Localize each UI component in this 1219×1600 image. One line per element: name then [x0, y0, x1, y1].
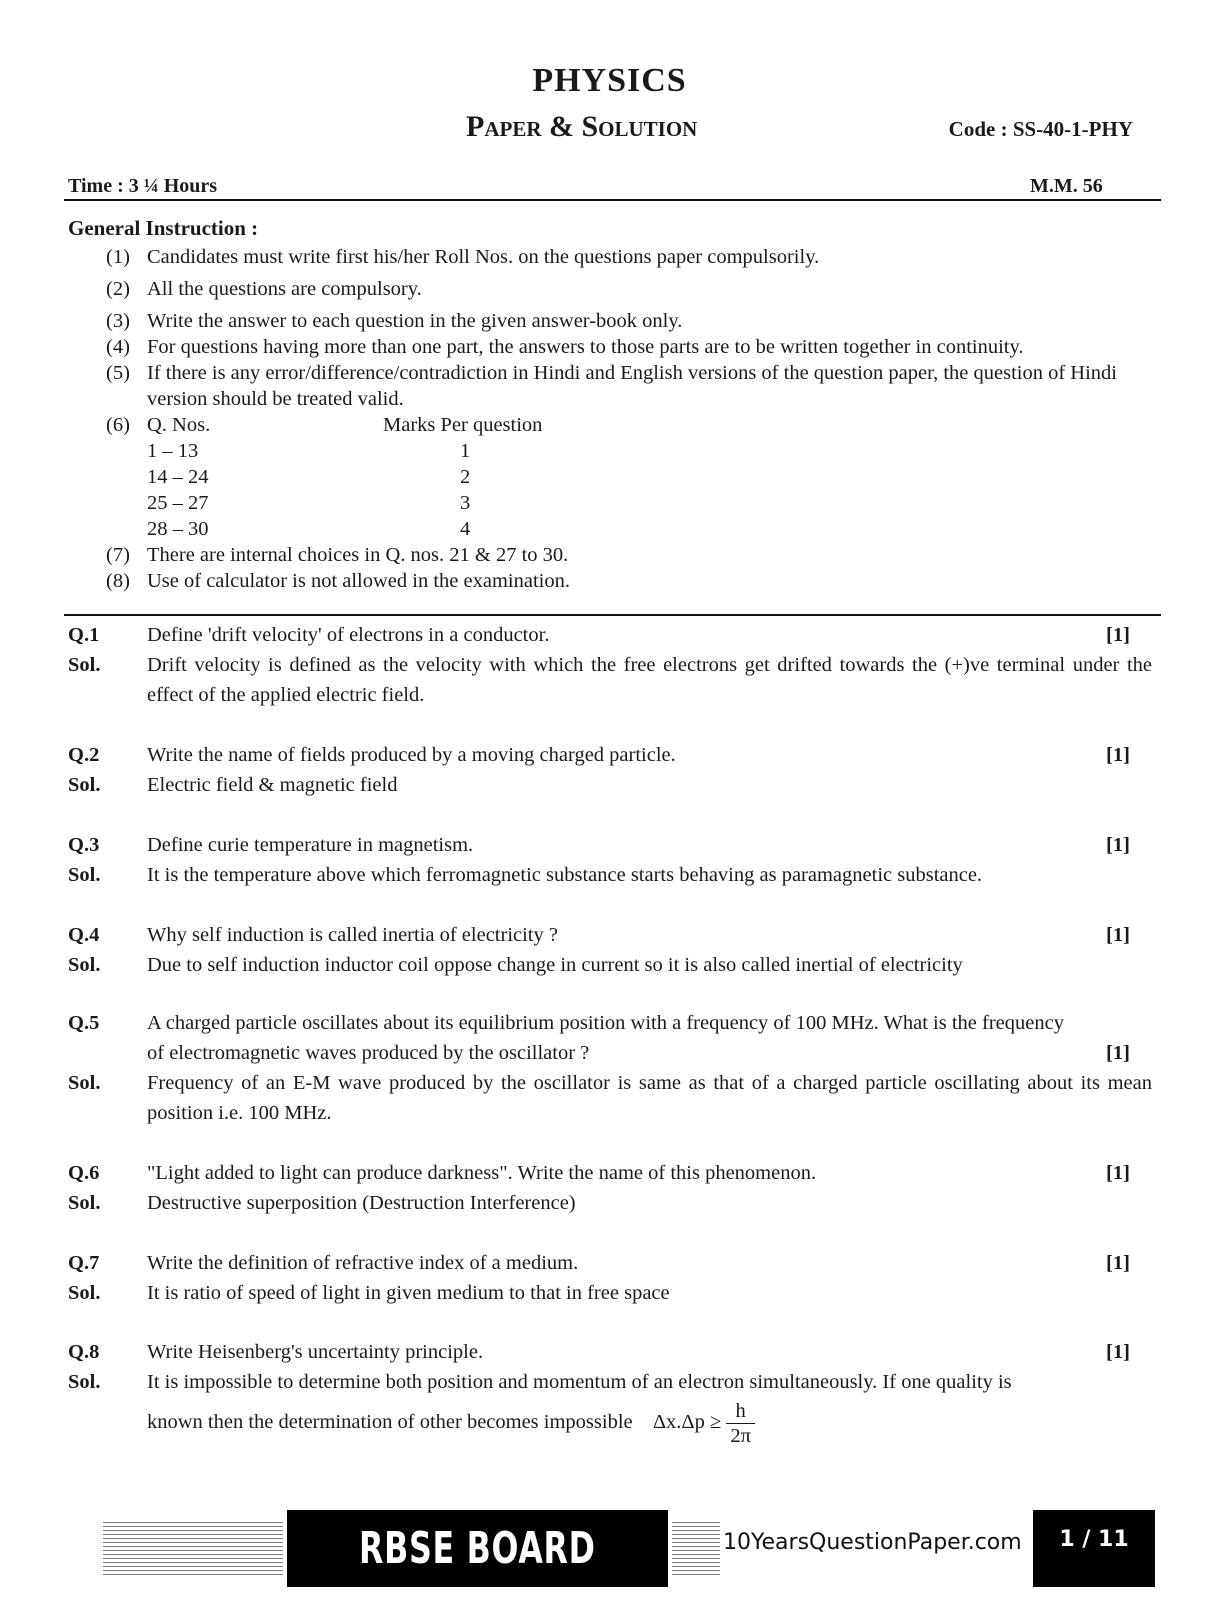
marks-table-range: 28 – 30 [147, 518, 209, 540]
solution-formula-line [147, 1398, 755, 1448]
instruction-text: There are internal choices in Q. nos. 21 & 27 to 30. [147, 544, 569, 566]
question-number: Q.2 [68, 744, 100, 766]
footer-banner [103, 1510, 1155, 1587]
question-marks: [1] [1106, 834, 1130, 856]
marks-table-value: 1 [460, 440, 471, 462]
time-allowed: Time : 3 ¼ Hours [68, 175, 218, 197]
solution-text: Frequency of an E-M wave produced by the oscillator is same as that of a charged particle oscillating about its mean position i.e. 100 MHz. [147, 1072, 1152, 1124]
solution-text: It is the temperature above which ferromagnetic substance starts behaving as paramagnetic substance. [147, 864, 983, 886]
question-marks: [1] [1106, 744, 1130, 766]
paper-title: PHYSICS [532, 62, 687, 99]
solution-label: Sol. [68, 1282, 101, 1304]
marks-table-range: 14 – 24 [147, 466, 209, 488]
question-number: Q.6 [68, 1162, 100, 1184]
instruction-number: (1) [106, 246, 130, 268]
instruction-text: If there is any error/difference/contradiction in Hindi and English versions of the question paper, the question of Hindi version should be treated valid. [147, 362, 1118, 410]
instruction-text: Use of calculator is not allowed in the examination. [147, 570, 570, 592]
instruction-text: Candidates must write first his/her Roll Nos. on the questions paper compulsorily. [147, 246, 820, 268]
site-name: 10YearsQuestionPaper.com [723, 1530, 1022, 1555]
marks-table-value: 4 [460, 518, 471, 540]
instruction-number: (4) [106, 336, 130, 358]
instruction-text: All the questions are compulsory. [147, 278, 422, 300]
formula-numerator: h [726, 1399, 755, 1424]
instruction-text: Write the answer to each question in the given answer-book only. [147, 310, 683, 332]
solution-label: Sol. [68, 1192, 101, 1214]
question-text: Define 'drift velocity' of electrons in a conductor. [147, 624, 550, 646]
paper-code: Code : SS-40-1-PHY [948, 117, 1133, 141]
instruction-text: For questions having more than one part, the answers to those parts are to be written together in continuity. [147, 336, 1024, 358]
question-marks: [1] [1106, 1252, 1130, 1274]
question-number: Q.5 [68, 1012, 100, 1034]
question-number: Q.3 [68, 834, 100, 856]
formula-lhs: Δx.Δp ≥ [652, 1411, 722, 1433]
question-marks: [1] [1106, 1042, 1130, 1064]
solution-text-continued: known then the determination of other becomes impossible [147, 1411, 633, 1433]
solution-label: Sol. [68, 1072, 101, 1094]
question-text: Write the definition of refractive index of a medium. [147, 1252, 579, 1274]
solution-text: It is impossible to determine both position and momentum of an electron simultaneously. If one quality is [147, 1371, 1012, 1393]
solution-label: Sol. [68, 774, 101, 796]
footer-stripes-mid [672, 1522, 720, 1576]
solution-label: Sol. [68, 954, 101, 976]
board-logo: RBSE BOARD [287, 1510, 668, 1587]
question-marks: [1] [1106, 1341, 1130, 1363]
instruction-number: (8) [106, 570, 130, 592]
solution-text: Due to self induction inductor coil oppose change in current so it is also called inertial of electricity [147, 954, 963, 976]
instruction-number: (7) [106, 544, 130, 566]
marks-table-value: 3 [460, 492, 471, 514]
solution-label: Sol. [68, 654, 101, 676]
instruction-number: (3) [106, 310, 130, 332]
instruction-number: (5) [106, 362, 130, 384]
question-marks: [1] [1106, 924, 1130, 946]
marks-table-marks-header: Marks Per question [383, 414, 543, 436]
question-number: Q.7 [68, 1252, 100, 1274]
formula-fraction [726, 1399, 755, 1448]
question-text: Write the name of fields produced by a moving charged particle. [147, 744, 676, 766]
instructions-heading: General Instruction : [68, 216, 259, 240]
question-number: Q.4 [68, 924, 100, 946]
footer-stripes-left [103, 1522, 283, 1576]
question-number: Q.8 [68, 1341, 100, 1363]
question-number: Q.1 [68, 624, 100, 646]
question-text: A charged particle oscillates about its equilibrium position with a frequency of 100 MHz. What is the frequency of electromagnetic waves produced by the oscillator ? [147, 1012, 1064, 1064]
marks-table-range: 1 – 13 [147, 440, 199, 462]
marks-table-range: 25 – 27 [147, 492, 209, 514]
solution-text: Electric field & magnetic field [147, 774, 398, 796]
marks-table-value: 2 [460, 466, 471, 488]
marks-table-qnos-header: Q. Nos. [147, 414, 211, 436]
paper-subtitle: Paper & Solution [466, 110, 698, 143]
question-text: Define curie temperature in magnetism. [147, 834, 474, 856]
question-text: Why self induction is called inertia of electricity ? [147, 924, 558, 946]
question-marks: [1] [1106, 1162, 1130, 1184]
page-number: 1 / 11 [1033, 1510, 1155, 1587]
solution-label: Sol. [68, 864, 101, 886]
formula-denominator: 2π [730, 1424, 751, 1447]
solution-label: Sol. [68, 1371, 101, 1393]
max-marks: M.M. 56 [1030, 175, 1103, 197]
instruction-number: (6) [106, 414, 130, 436]
question-text: Write Heisenberg's uncertainty principle. [147, 1341, 484, 1363]
question-text: "Light added to light can produce darkness". Write the name of this phenomenon. [147, 1162, 817, 1184]
instructions-divider [64, 614, 1161, 616]
solution-text: Drift velocity is defined as the velocity with which the free electrons get drifted towards the (+)ve terminal under the effect of the applied electric field. [147, 654, 1152, 706]
instruction-number: (2) [106, 278, 130, 300]
question-marks: [1] [1106, 624, 1130, 646]
solution-text: It is ratio of speed of light in given medium to that in free space [147, 1282, 670, 1304]
solution-text: Destructive superposition (Destruction Interference) [147, 1192, 576, 1214]
header-divider [64, 199, 1161, 201]
